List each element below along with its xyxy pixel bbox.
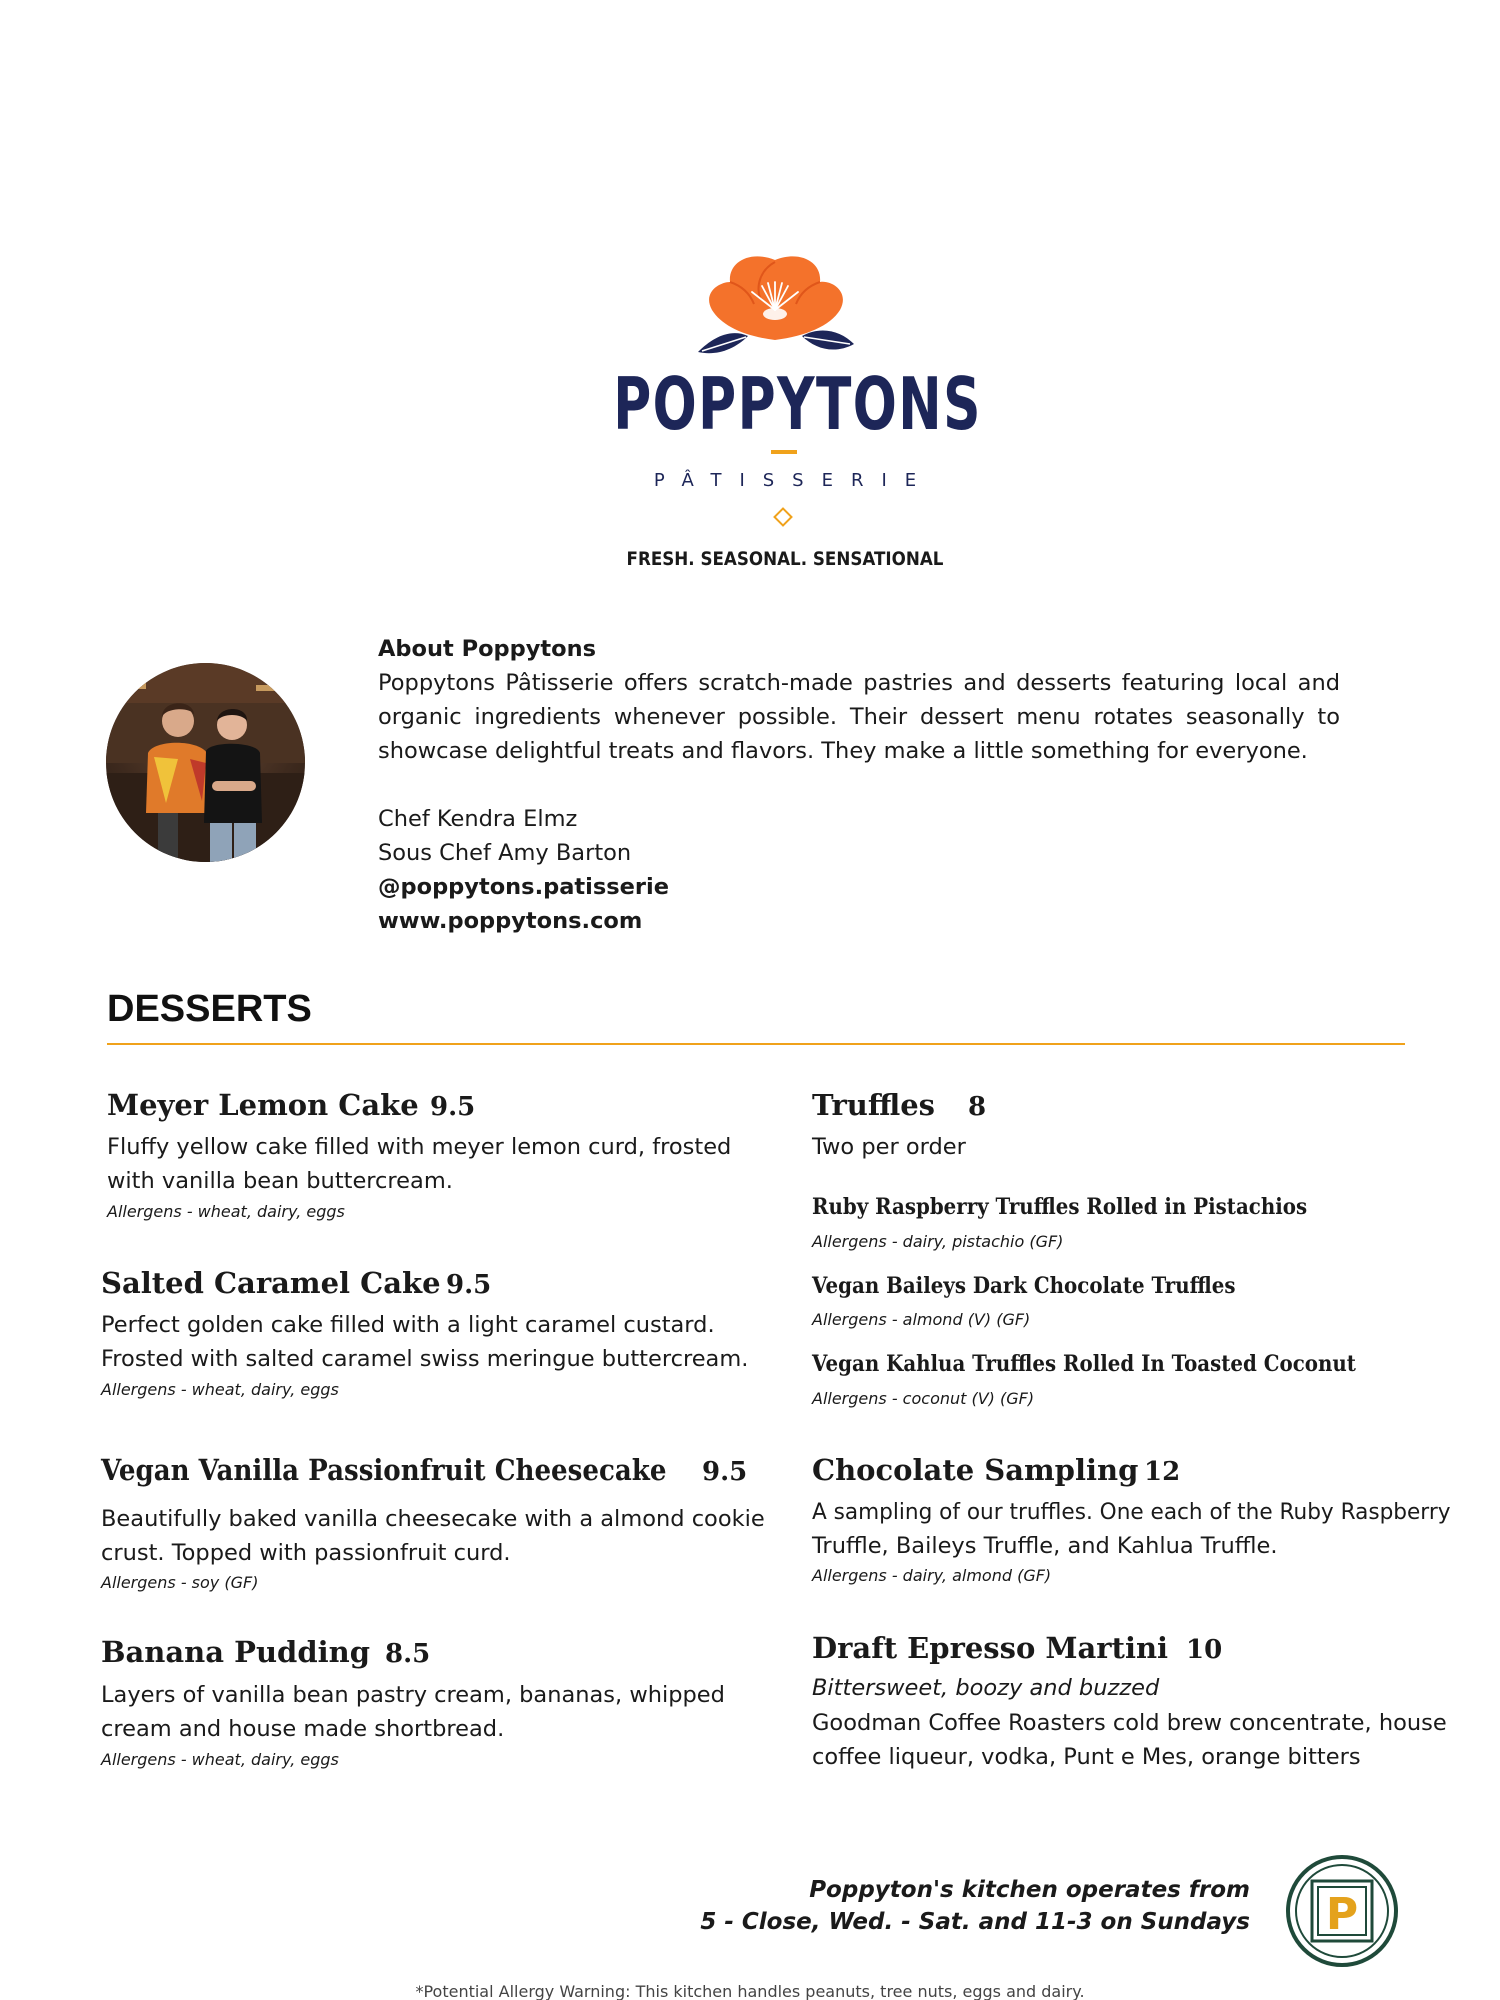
section-title: DESSERTS bbox=[107, 988, 312, 1030]
section-divider bbox=[107, 1043, 1405, 1045]
menu-item-name: Salted Caramel Cake bbox=[101, 1266, 441, 1300]
menu-item-name: Truffles bbox=[812, 1088, 935, 1122]
menu-item-price: 8 bbox=[968, 1092, 987, 1122]
menu-item-description: Perfect golden cake filled with a light caramel custard. bbox=[101, 1312, 715, 1338]
menu-item-allergens: Allergens - wheat, dairy, eggs bbox=[107, 1202, 345, 1221]
kitchen-hours bbox=[700, 1874, 1250, 1938]
truffle-variety-name: Ruby Raspberry Truffles Rolled in Pistachios bbox=[812, 1194, 1308, 1220]
menu-item-description: Two per order bbox=[812, 1134, 966, 1160]
menu-item-name: Meyer Lemon Cake bbox=[107, 1088, 419, 1122]
kitchen-hours-line: 5 - Close, Wed. - Sat. and 11-3 on Sundays bbox=[700, 1909, 1250, 1935]
menu-item-price: 8.5 bbox=[385, 1639, 431, 1669]
menu-item-price: 9.5 bbox=[430, 1092, 476, 1122]
allergy-warning: *Potential Allergy Warning: This kitchen handles peanuts, tree nuts, eggs and dairy. bbox=[415, 1982, 1085, 2000]
menu-item-description: crust. Topped with passionfruit curd. bbox=[101, 1540, 511, 1566]
sous-chef-name: Sous Chef Amy Barton bbox=[378, 840, 632, 866]
badge-letter: P bbox=[1325, 1889, 1359, 1940]
menu-item-description: cream and house made shortbread. bbox=[101, 1716, 505, 1742]
brand-subtitle: PÂTISSERIE bbox=[653, 470, 935, 491]
menu-item-tagline: Bittersweet, boozy and buzzed bbox=[812, 1675, 1160, 1701]
truffle-variety-name: Vegan Baileys Dark Chocolate Truffles bbox=[812, 1273, 1236, 1299]
brand-tagline: FRESH. SEASONAL. SENSATIONAL bbox=[626, 548, 944, 570]
about-title: About Poppytons bbox=[378, 636, 597, 662]
menu-item-description: coffee liqueur, vodka, Punt e Mes, orange bitters bbox=[812, 1744, 1361, 1770]
menu-item-price: 9.5 bbox=[702, 1457, 748, 1487]
menu-item-description: A sampling of our truffles. One each of the Ruby Raspberry bbox=[812, 1499, 1451, 1525]
truffle-variety-allergens: Allergens - dairy, pistachio (GF) bbox=[812, 1232, 1064, 1251]
poppy-flower-logo-icon bbox=[690, 252, 860, 364]
menu-item-allergens: Allergens - wheat, dairy, eggs bbox=[101, 1750, 339, 1769]
menu-item-name: Vegan Vanilla Passionfruit Cheesecake bbox=[101, 1453, 667, 1487]
menu-item-allergens: Allergens - soy (GF) bbox=[101, 1573, 259, 1592]
about-body: Poppytons Pâtisserie offers scratch-made pastries and desserts featuring local and organic ingredients whenever possible. Their dessert menu rotates seasonally to showcase delightful treats and flavors. They make a little something for everyone. bbox=[378, 670, 1340, 764]
menu-item-description: Beautifully baked vanilla cheesecake with a almond cookie bbox=[101, 1506, 765, 1532]
menu-item-description: Goodman Coffee Roasters cold brew concentrate, house bbox=[812, 1710, 1447, 1736]
menu-item-allergens: Allergens - dairy, almond (GF) bbox=[812, 1566, 1052, 1585]
chef-photo-illustration bbox=[106, 663, 305, 862]
menu-item-description: Truffle, Baileys Truffle, and Kahlua Truffle. bbox=[812, 1533, 1278, 1559]
menu-item-name: Draft Epresso Martini bbox=[812, 1631, 1169, 1665]
diamond-icon bbox=[773, 507, 793, 527]
menu-item-description: Layers of vanilla bean pastry cream, bananas, whipped bbox=[101, 1682, 725, 1708]
website-link[interactable]: www.poppytons.com bbox=[378, 908, 643, 934]
menu-item-description: with vanilla bean buttercream. bbox=[107, 1168, 453, 1194]
menu-item-price: 12 bbox=[1144, 1457, 1181, 1487]
instagram-handle-link[interactable]: @poppytons.patisserie bbox=[378, 874, 669, 900]
menu-item-price: 10 bbox=[1186, 1635, 1223, 1665]
brand-divider bbox=[771, 450, 797, 454]
menu-item-name: Chocolate Sampling bbox=[812, 1453, 1139, 1487]
menu-item-description: Fluffy yellow cake filled with meyer lemon curd, frosted bbox=[107, 1134, 732, 1160]
chef-photo bbox=[106, 663, 305, 862]
truffle-variety-allergens: Allergens - almond (V) (GF) bbox=[812, 1310, 1031, 1329]
chef-name: Chef Kendra Elmz bbox=[378, 806, 578, 832]
truffle-variety-allergens: Allergens - coconut (V) (GF) bbox=[812, 1389, 1035, 1408]
menu-item-price: 9.5 bbox=[446, 1270, 492, 1300]
menu-item-allergens: Allergens - wheat, dairy, eggs bbox=[101, 1380, 339, 1399]
truffle-variety-name: Vegan Kahlua Truffles Rolled In Toasted Coconut bbox=[812, 1351, 1356, 1377]
brand-name: POPPYTONS bbox=[613, 362, 982, 446]
venue-badge-icon bbox=[1286, 1855, 1398, 1967]
about-section bbox=[378, 632, 1340, 938]
menu-item-name: Banana Pudding bbox=[101, 1635, 370, 1669]
menu-item-description: Frosted with salted caramel swiss meringue buttercream. bbox=[101, 1346, 749, 1372]
kitchen-hours-line: Poppyton's kitchen operates from bbox=[809, 1877, 1250, 1903]
